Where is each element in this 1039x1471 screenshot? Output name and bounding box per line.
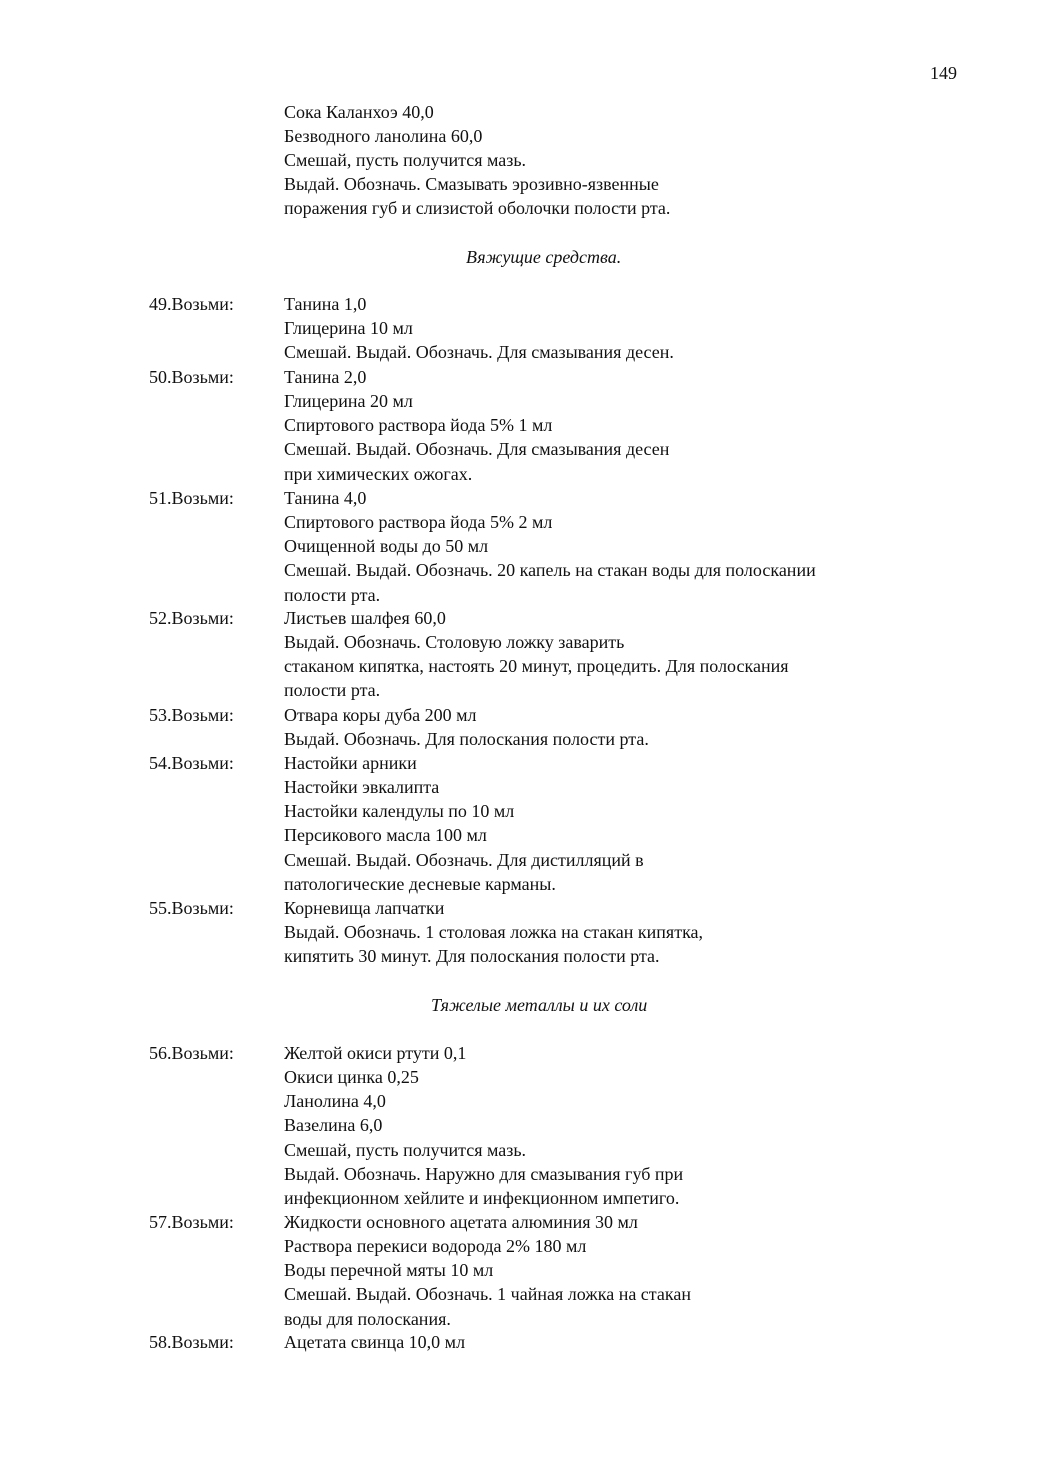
prescription-line: Очищенной воды до 50 мл xyxy=(284,536,489,557)
prescription-line: Желтой окиси ртути 0,1 xyxy=(284,1043,467,1063)
prescription-line: воды для полоскания. xyxy=(284,1308,451,1329)
prescription-line: Смешай. Выдай. Обозначь. Для смазывания десен xyxy=(284,439,670,460)
prescription-line: Глицерина 20 мл xyxy=(284,391,413,412)
prescription-line: Настойки эвкалипта xyxy=(284,777,440,798)
prescription-line: Корневища лапчатки xyxy=(284,898,445,918)
prescription-line: Танина 2,0 xyxy=(284,367,367,387)
prescription-label: 49.Возьми: xyxy=(149,294,234,314)
intro-line: Безводного ланолина 60,0 xyxy=(284,126,483,146)
prescription-line: Смешай. Выдай. Обозначь. Для дистилляций в xyxy=(284,849,644,870)
prescription-line: Раствора перекиси водорода 2% 180 мл xyxy=(284,1236,587,1257)
prescription-line: Отвара коры дуба 200 мл xyxy=(284,705,477,725)
prescription-label: 56.Возьми: xyxy=(149,1043,234,1063)
prescription-line: Смешай. Выдай. Обозначь. Для смазывания десен. xyxy=(284,342,674,363)
prescription-line: Окиси цинка 0,25 xyxy=(284,1067,419,1088)
intro-line: Выдай. Обозначь. Смазывать эрозивно-язвенные xyxy=(284,174,659,194)
section-heading: Вяжущие средства. xyxy=(466,247,622,267)
prescription-label: 51.Возьми: xyxy=(149,488,234,508)
prescription-label: 50.Возьми: xyxy=(149,367,234,387)
prescription-line: Смешай, пусть получится мазь. xyxy=(284,1139,527,1160)
prescription-line: Спиртового раствора йода 5% 1 мл xyxy=(284,415,553,436)
prescription-line: Настойки календулы по 10 мл xyxy=(284,801,515,822)
prescription-label: 52.Возьми: xyxy=(149,608,234,628)
prescription-line: Выдай. Обозначь. 1 столовая ложка на стакан кипятка, xyxy=(284,922,704,943)
prescription-line: инфекционном хейлите и инфекционном импетиго. xyxy=(284,1187,680,1208)
prescription-line: Выдай. Обозначь. Для полоскания полости рта. xyxy=(284,729,649,750)
intro-line: Сока Каланхоэ 40,0 xyxy=(284,102,434,122)
prescription-line: Персикового масла 100 мл xyxy=(284,825,487,846)
prescription-line: Вазелина 6,0 xyxy=(284,1115,383,1136)
prescription-line: Танина 4,0 xyxy=(284,488,367,508)
prescription-line: Спиртового раствора йода 5% 2 мл xyxy=(284,512,553,533)
prescription-line: Жидкости основного ацетата алюминия 30 мл xyxy=(284,1212,638,1232)
prescription-line: Выдай. Обозначь. Столовую ложку заварить xyxy=(284,632,625,653)
prescription-line: Ланолина 4,0 xyxy=(284,1091,386,1112)
prescription-line: полости рта. xyxy=(284,680,381,701)
prescription-label: 57.Возьми: xyxy=(149,1212,234,1232)
prescription-line: Танина 1,0 xyxy=(284,294,367,314)
prescription-line: полости рта. xyxy=(284,584,381,605)
prescription-line: кипятить 30 минут. Для полоскания полости рта. xyxy=(284,946,660,967)
section-heading: Тяжелые металлы и их соли xyxy=(431,995,648,1015)
prescription-line: Ацетата свинца 10,0 мл xyxy=(284,1332,466,1352)
prescription-line: Настойки арники xyxy=(284,753,417,773)
prescription-line: при химических ожогах. xyxy=(284,463,473,484)
prescription-label: 54.Возьми: xyxy=(149,753,234,773)
prescription-line: Листьев шалфея 60,0 xyxy=(284,608,446,628)
prescription-line: Смешай. Выдай. Обозначь. 20 капель на стакан воды для полоскании xyxy=(284,560,816,581)
intro-line: поражения губ и слизистой оболочки полости рта. xyxy=(284,198,671,218)
page-number: 149 xyxy=(930,63,957,83)
prescription-line: Выдай. Обозначь. Наружно для смазывания губ при xyxy=(284,1163,684,1184)
prescription-line: патологические десневые карманы. xyxy=(284,873,556,894)
prescription-label: 58.Возьми: xyxy=(149,1332,234,1352)
prescription-label: 53.Возьми: xyxy=(149,705,234,725)
prescription-line: Глицерина 10 мл xyxy=(284,318,413,339)
prescription-line: Воды перечной мяты 10 мл xyxy=(284,1260,494,1281)
prescription-label: 55.Возьми: xyxy=(149,898,234,918)
prescription-line: Смешай. Выдай. Обозначь. 1 чайная ложка на стакан xyxy=(284,1284,691,1305)
prescription-line: стаканом кипятка, настоять 20 минут, процедить. Для полоскания xyxy=(284,656,789,677)
intro-line: Смешай, пусть получится мазь. xyxy=(284,150,527,170)
